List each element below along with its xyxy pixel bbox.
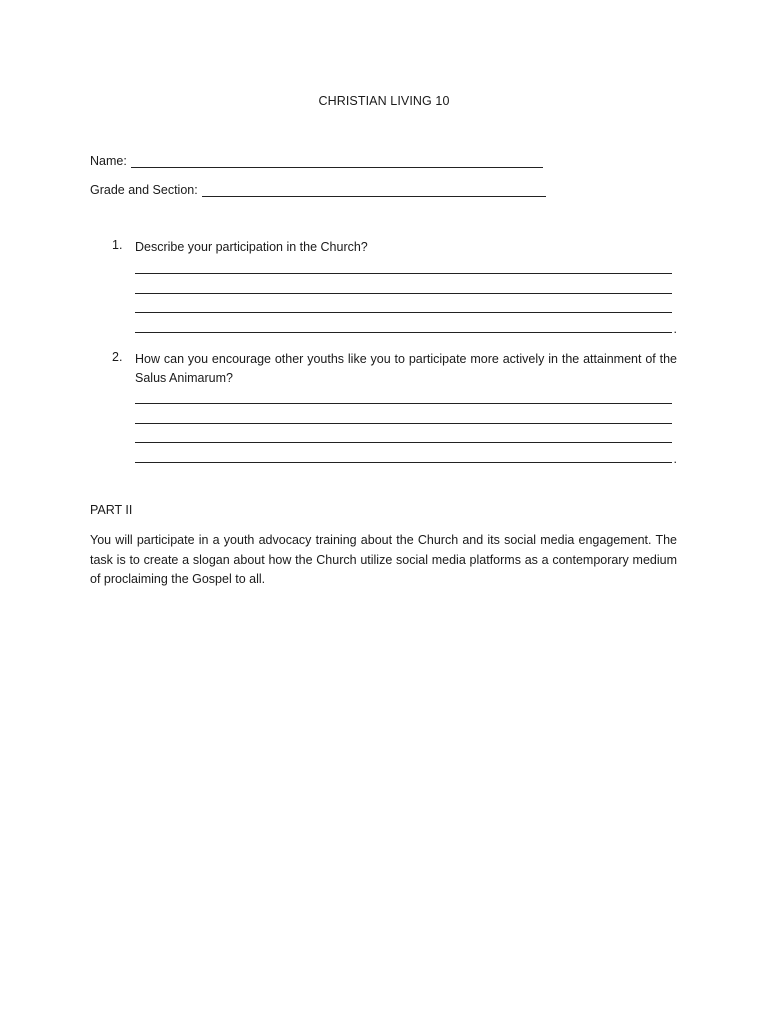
question-1-answer-lines	[135, 254, 677, 337]
answer-line[interactable]	[135, 424, 672, 444]
question-number: 1.	[112, 238, 123, 252]
answer-line[interactable]	[135, 404, 672, 424]
part-2-heading: PART II	[90, 503, 133, 517]
answer-line[interactable]	[135, 384, 672, 404]
answer-line[interactable]	[135, 294, 672, 314]
question-text: How can you encourage other youths like you to participate more actively in the attainment of the Salus Animarum?	[135, 352, 677, 385]
line-end-period: .	[673, 322, 677, 337]
name-label: Name:	[90, 154, 127, 168]
grade-section-field-row	[90, 179, 546, 197]
name-blank-line[interactable]	[131, 155, 543, 168]
page-title: CHRISTIAN LIVING 10	[318, 94, 450, 108]
answer-line[interactable]	[135, 443, 677, 467]
grade-section-label: Grade and Section:	[90, 183, 198, 197]
question-number: 2.	[112, 350, 123, 364]
grade-section-blank-line[interactable]	[202, 184, 546, 197]
line-end-period: .	[673, 452, 677, 467]
question-2-answer-lines	[135, 384, 677, 467]
name-field-row	[90, 150, 543, 168]
answer-line[interactable]	[135, 274, 672, 294]
answer-line[interactable]	[135, 254, 672, 274]
answer-line[interactable]	[135, 313, 677, 337]
question-text: Describe your participation in the Church?	[135, 240, 368, 254]
part-2-instructions: You will participate in a youth advocacy training about the Church and its social media engagement. The task is to create a slogan about how the Church utilize social media platforms as a contemporary medium of proclaiming the Gospel to all.	[90, 533, 677, 586]
